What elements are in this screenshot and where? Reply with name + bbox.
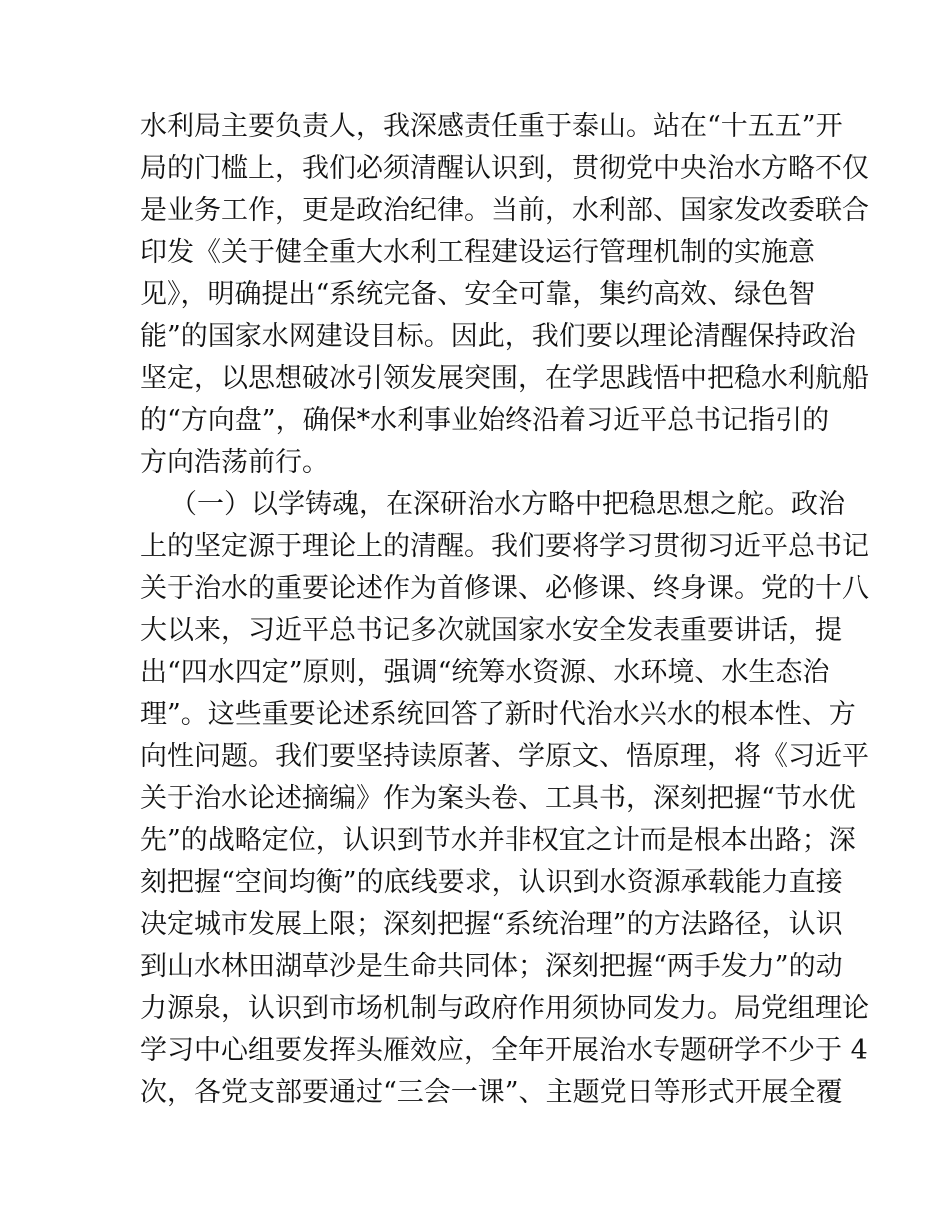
text-line: 印发《关于健全重大水利工程建设运行管理机制的实施意	[140, 237, 815, 268]
paragraph-section-1	[140, 484, 869, 1114]
text-line: 到山水林田湖草沙是生命共同体；深刻把握“两手发力”的动	[140, 951, 843, 982]
document-page	[140, 106, 869, 1114]
text-line: 坚定，以思想破冰引领发展突围，在学思践悟中把稳水利航船	[140, 363, 869, 394]
text-line: 是业务工作，更是政治纪律。当前，水利部、国家发改委联合	[140, 195, 869, 226]
text-line: 方向浩荡前行。	[140, 447, 329, 478]
text-line: 刻把握“空间均衡”的底线要求，认识到水资源承载能力直接	[140, 867, 843, 898]
text-line: 能”的国家水网建设目标。因此，我们要以理论清醒保持政治	[140, 321, 856, 352]
text-line: 的“方向盘”，确保*水利事业始终沿着习近平总书记指引的	[140, 405, 830, 436]
text-line: 学习中心组要发挥头雁效应，全年开展治水专题研学不少于 4	[140, 1035, 868, 1066]
text-line: 次，各党支部要通过“三会一课”、主题党日等形式开展全覆	[140, 1077, 843, 1108]
paragraph-intro	[140, 106, 869, 484]
text-line: 力源泉，认识到市场机制与政府作用须协同发力。局党组理论	[140, 993, 869, 1024]
text-line: 上的坚定源于理论上的清醒。我们要将学习贯彻习近平总书记	[140, 531, 869, 562]
text-line: 向性问题。我们要坚持读原著、学原文、悟原理，将《习近平	[140, 741, 869, 772]
text-line: 出“四水四定”原则，强调“统筹水资源、水环境、水生态治	[140, 657, 830, 688]
text-line: 决定城市发展上限；深刻把握“系统治理”的方法路径，认识	[140, 909, 843, 940]
text-line: 先”的战略定位，认识到节水并非权宜之计而是根本出路；深	[140, 825, 856, 856]
text-line: 水利局主要负责人，我深感责任重于泰山。站在“十五五”开	[140, 111, 843, 142]
text-line: 关于治水的重要论述作为首修课、必修课、终身课。党的十八	[140, 573, 869, 604]
text-line: 局的门槛上，我们必须清醒认识到，贯彻党中央治水方略不仅	[140, 153, 869, 184]
text-line: 见》，明确提出“系统完备、安全可靠，集约高效、绿色智	[140, 279, 816, 310]
text-line: 关于治水论述摘编》作为案头卷、工具书，深刻把握“节水优	[140, 783, 856, 814]
section-heading-line: （一）以学铸魂，在深研治水方略中把稳思想之舵。政治	[170, 489, 845, 520]
text-line: 大以来，习近平总书记多次就国家水安全发表重要讲话，提	[140, 615, 842, 646]
text-line: 理”。这些重要论述系统回答了新时代治水兴水的根本性、方	[140, 699, 856, 730]
